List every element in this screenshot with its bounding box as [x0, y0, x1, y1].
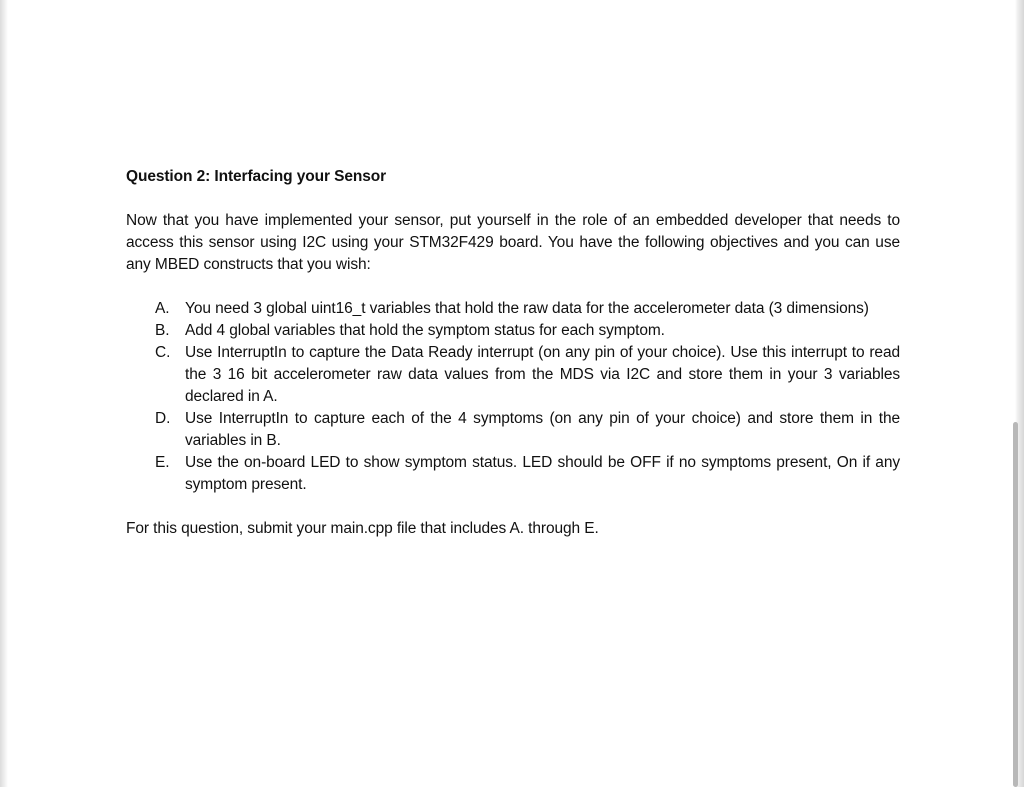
list-item-text: Use the on-board LED to show symptom status. LED should be OFF if no symptoms present, On if any symptom present.: [185, 454, 900, 493]
closing-paragraph: For this question, submit your main.cpp file that includes A. through E.: [126, 520, 599, 537]
page-left-edge: [0, 0, 8, 787]
list-item-text: You need 3 global uint16_t variables that hold the raw data for the accelerometer data (3 dimensions): [185, 300, 869, 317]
list-item-text: Use InterruptIn to capture the Data Ready interrupt (on any pin of your choice). Use this interrupt to read the 3 16 bit accelerometer raw data values from the MDS via I2C and store them in your 3 variables declared in A.: [185, 344, 900, 405]
list-item-letter: D.: [155, 410, 171, 427]
list-item-d: [126, 408, 900, 452]
list-item-letter: B.: [155, 322, 170, 339]
list-item-b: [126, 320, 900, 342]
list-item-c: [126, 342, 900, 408]
list-item-letter: E.: [155, 454, 170, 471]
list-item-a: [126, 298, 900, 320]
list-item-letter: C.: [155, 344, 171, 361]
list-item-letter: A.: [155, 300, 170, 317]
document-page: [126, 166, 900, 540]
intro-paragraph: Now that you have implemented your sensor, put yourself in the role of an embedded developer that needs to access this sensor using I2C using your STM32F429 board. You have the following objectives and you can use any MBED constructs that you wish:: [126, 212, 900, 273]
scrollbar-thumb[interactable]: [1013, 422, 1018, 787]
list-item-e: [126, 452, 900, 496]
question-heading: Question 2: Interfacing your Sensor: [126, 168, 387, 185]
list-item-text: Use InterruptIn to capture each of the 4 symptoms (on any pin of your choice) and store them in the variables in B.: [185, 410, 900, 449]
objectives-list: [126, 298, 900, 496]
list-item-text: Add 4 global variables that hold the symptom status for each symptom.: [185, 322, 665, 339]
